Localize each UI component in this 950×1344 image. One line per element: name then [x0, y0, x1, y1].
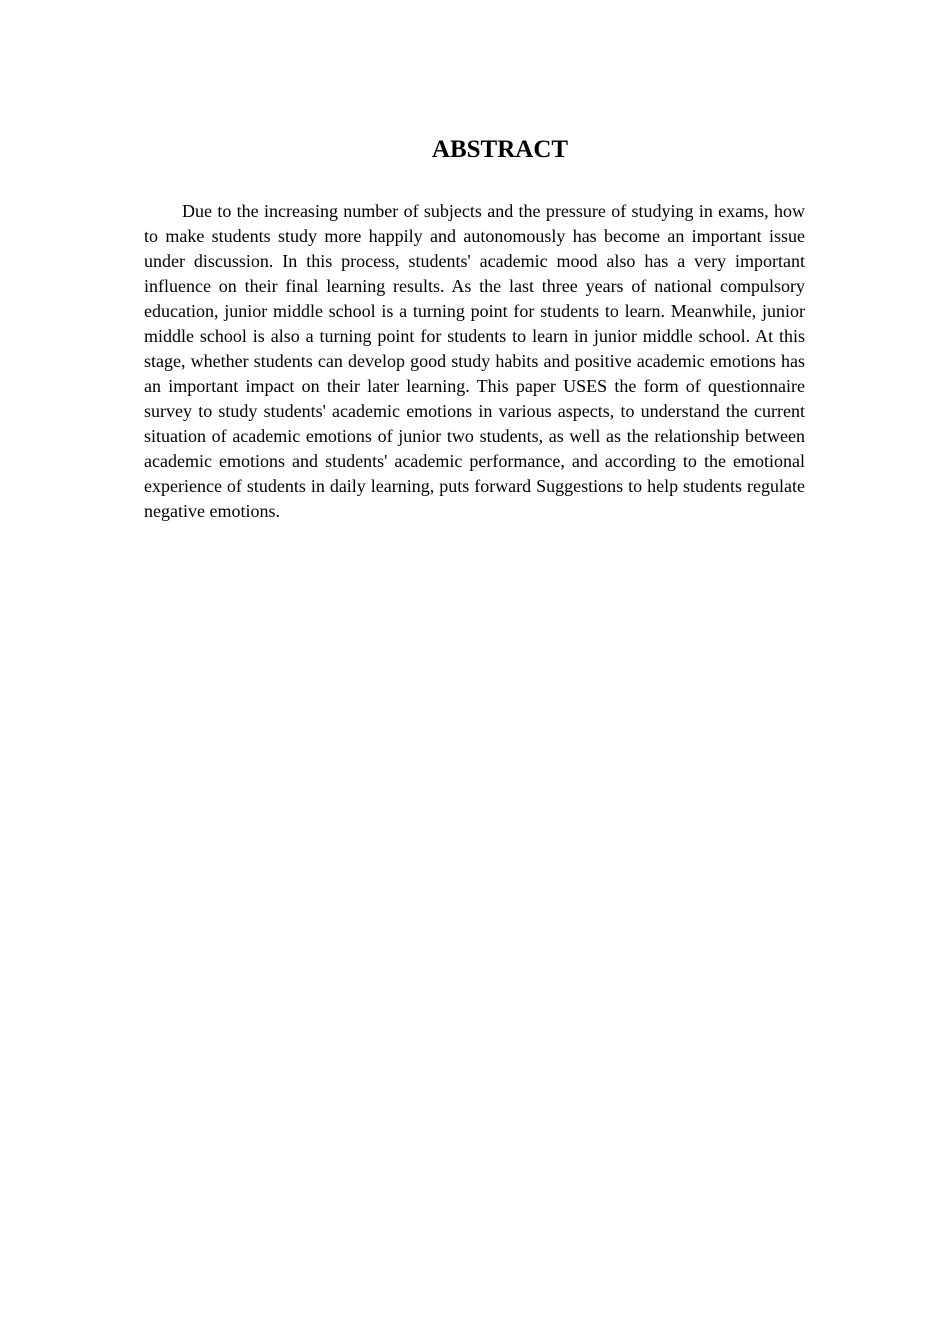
abstract-paragraph: Due to the increasing number of subjects and the pressure of studying in exams, how to make students study more happily and autonomously has become an important issue under discussion. In this process, students' academic mood also has a very important influence on their final learning results. As the last three years of national compulsory education, junior middle school is a turning point for students to learn. Meanwhile, junior middle school is also a turning point for students to learn in junior middle school. At this stage, whether students can develop good study habits and positive academic emotions has an important impact on their later learning. This paper USES the form of questionnaire survey to study students' academic emotions in various aspects, to understand the current situation of academic emotions of junior two students, as well as the relationship between academic emotions and students' academic performance, and according to the emotional experience of students in daily learning, puts forward Suggestions to help students regulate negative emotions.	[144, 201, 805, 521]
page-title: ABSTRACT	[431, 136, 569, 163]
